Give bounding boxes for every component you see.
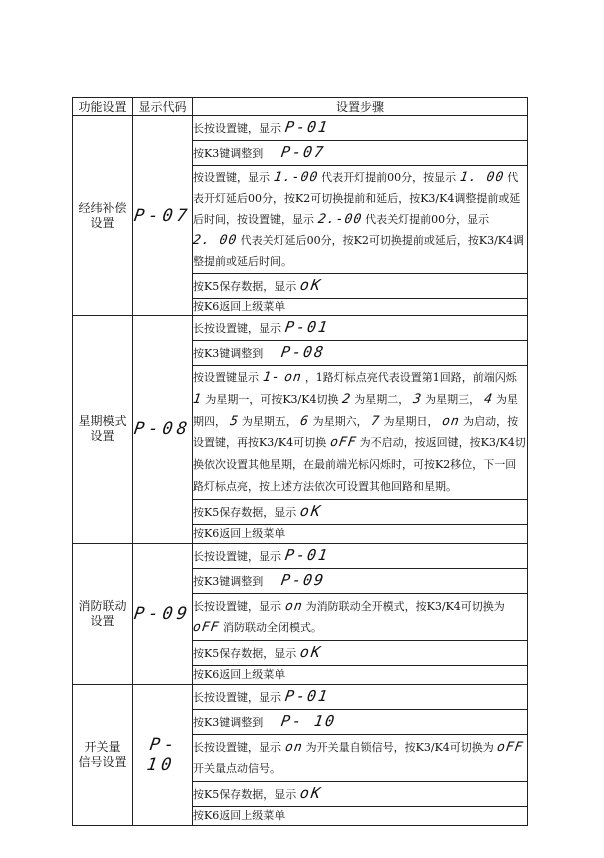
step-text: 长按设置键，显示	[193, 322, 281, 335]
step-cell	[193, 524, 528, 543]
lcd-code: 1.-00	[272, 170, 319, 185]
function-label: 星期模式	[78, 414, 127, 429]
display-code: P-09	[132, 603, 193, 624]
step-text: 按K6返回上级菜单	[193, 300, 286, 313]
function-label: 消防联动	[78, 598, 127, 613]
function-label: 设置	[90, 613, 115, 628]
step-text: 按K6返回上级菜单	[193, 808, 286, 822]
lcd-code: oK	[298, 783, 324, 802]
step-text: 按K5保存数据，显示	[193, 505, 297, 519]
step-text: 代表关灯提前00分，显示	[365, 213, 490, 226]
display-code: P-08	[132, 419, 193, 440]
step-cell	[193, 116, 528, 141]
lcd-code: 1. 00	[458, 170, 505, 185]
table-row	[73, 684, 528, 709]
step-cell	[193, 665, 528, 684]
table-header-row	[73, 98, 528, 116]
step-text: 长按设置键，显示	[193, 740, 281, 754]
step-text: 按设置键显示	[193, 371, 259, 384]
step-text: 按设置键，显示	[193, 171, 270, 184]
lcd-code: oK	[298, 642, 324, 661]
table-row	[73, 116, 528, 141]
function-cell	[73, 684, 133, 825]
lcd-code: P-01	[283, 318, 330, 336]
lcd-code: P-09	[279, 570, 327, 589]
display-code: P- 10	[145, 734, 180, 775]
function-cell	[73, 543, 133, 684]
step-cell	[193, 299, 528, 316]
step-text: 为启动，按设置键，再按K3/K4可切换	[193, 414, 519, 450]
step-text: 长按设置键，显示	[193, 599, 281, 613]
lcd-code: 4	[482, 391, 494, 407]
step-text: 长按设置键，显示	[193, 690, 281, 704]
step-text: 长按设置键，显示	[193, 122, 281, 135]
step-cell	[193, 734, 528, 781]
step-cell	[193, 499, 528, 524]
lcd-code: on	[283, 739, 304, 755]
header-display-code: 显示代码	[133, 98, 193, 116]
step-text: 代表开灯提前00分，按显示	[321, 171, 457, 184]
lcd-code: on	[282, 370, 303, 385]
step-text: 开关量点动信号。	[193, 761, 281, 775]
lcd-code: 1-	[261, 370, 282, 385]
step-text: 消防联动全闭模式。	[222, 620, 322, 634]
lcd-code: on	[283, 598, 304, 614]
step-cell	[193, 366, 528, 500]
table-row	[73, 543, 528, 568]
step-text: 按K5保存数据，显示	[193, 280, 297, 293]
display-code-cell	[133, 543, 193, 684]
step-text: 按K3键调整到	[193, 574, 264, 588]
step-text: 按K6返回上级菜单	[193, 667, 286, 681]
function-label: 信号设置	[78, 754, 127, 769]
lcd-code: oFF	[496, 739, 525, 755]
step-text: 代表关灯延后00分，按K2可切换提前或延后，按K3/K4调整提前或延后时间。	[193, 234, 524, 268]
display-code: P-07	[132, 205, 193, 226]
lcd-code: P-01	[283, 545, 330, 564]
lcd-code: 7	[370, 413, 382, 429]
step-cell	[193, 568, 528, 593]
step-text: 长按设置键，显示	[193, 549, 281, 563]
lcd-code: P- 10	[279, 711, 338, 730]
function-label: 设置	[90, 429, 115, 444]
step-text: 为星期二，	[354, 392, 410, 406]
lcd-code: 6	[299, 413, 311, 429]
header-setting-steps: 设置步骤	[193, 98, 528, 116]
step-cell	[193, 543, 528, 568]
step-cell	[193, 781, 528, 806]
function-cell	[73, 116, 133, 316]
step-text: 为不启动，按返回键，按K3/K4切换依次设置其他星期，在最前端光标闪烁时，可按K2移位，下一回路灯标点亮，按上述方法依次可设置其他回路和星期。	[193, 436, 526, 493]
lcd-code: 5	[228, 413, 240, 429]
header-function: 功能设置	[73, 98, 133, 116]
step-text: ，1路灯标点亮代表设置第1回路，前端闪烁	[304, 371, 517, 384]
step-text: 为星期四，	[193, 392, 518, 428]
step-cell	[193, 640, 528, 665]
lcd-code: oK	[298, 276, 324, 294]
lcd-code: 2	[340, 391, 352, 407]
step-text: 按K5保存数据，显示	[193, 787, 297, 801]
step-text: 为星期五，	[241, 414, 297, 428]
function-label: 经纬补偿	[78, 200, 127, 215]
step-cell	[193, 141, 528, 166]
table-row	[73, 316, 528, 341]
step-text: 按K3键调整到	[193, 715, 264, 729]
lcd-code: P-01	[283, 118, 330, 136]
step-cell	[193, 709, 528, 734]
step-cell	[193, 274, 528, 299]
settings-table	[72, 97, 528, 826]
step-text: 按K3键调整到	[193, 147, 264, 160]
lcd-code: 2. 00	[191, 233, 239, 248]
step-text: 为星期三，	[425, 392, 481, 406]
step-cell	[193, 316, 528, 341]
step-cell	[193, 341, 528, 366]
step-text: 代表开灯延后00分，按K2可切换提前和延后，按K3/K4调整提前或延后时间，按设置键，显示	[193, 171, 521, 226]
lcd-code: 1	[192, 391, 203, 407]
lcd-code: 2.-00	[316, 212, 363, 227]
step-text: 为星期六，	[312, 414, 368, 428]
step-cell	[193, 593, 528, 640]
step-text: 为开关量自锁信号，按K3/K4可切换为	[305, 740, 494, 754]
lcd-code: P-07	[279, 143, 327, 161]
lcd-code: oK	[298, 501, 324, 520]
lcd-code: 3	[411, 391, 423, 407]
step-cell	[193, 806, 528, 825]
display-code-cell	[133, 684, 193, 825]
step-text: 为星期一，可按K3/K4切换	[205, 392, 339, 406]
lcd-code: P-08	[279, 343, 327, 361]
lcd-code: on	[440, 413, 461, 429]
display-code-cell	[133, 116, 193, 316]
lcd-code: oFF	[328, 435, 358, 451]
display-code-cell	[133, 316, 193, 544]
step-text: 按K6返回上级菜单	[193, 526, 286, 540]
function-label: 开关量	[84, 739, 121, 754]
step-text: 按K5保存数据，显示	[193, 646, 297, 660]
function-cell	[73, 316, 133, 544]
step-text: 为星期日，	[383, 414, 439, 428]
function-label: 设置	[90, 215, 115, 230]
step-text: 为消防联动全开模式，按K3/K4可切换为	[305, 599, 505, 613]
step-text: 按K3键调整到	[193, 347, 264, 360]
step-cell	[193, 684, 528, 709]
step-cell	[193, 166, 528, 274]
lcd-code: oFF	[191, 619, 221, 635]
lcd-code: P-01	[283, 686, 330, 705]
